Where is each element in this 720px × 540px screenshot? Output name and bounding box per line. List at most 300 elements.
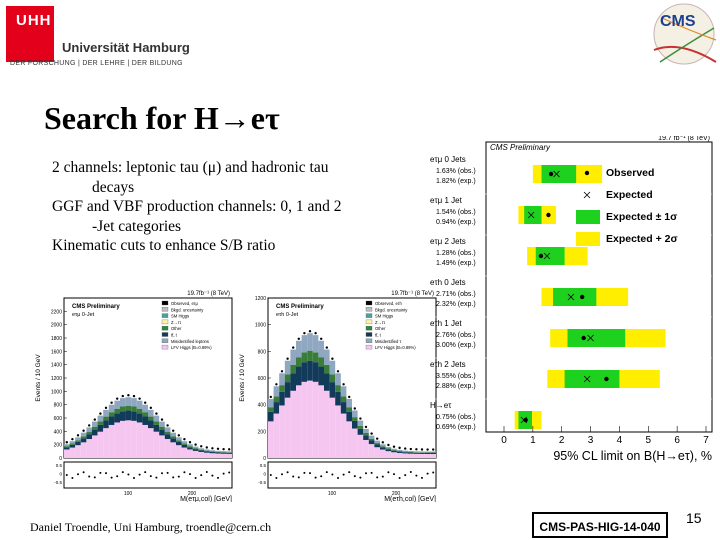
- histogram-bin: [307, 351, 313, 361]
- histogram-bin: [176, 440, 182, 442]
- ratio-tick-label: 0.5: [259, 463, 266, 468]
- ratio-tick-label: -0.5: [54, 480, 62, 485]
- ratio-point: [275, 477, 277, 479]
- legend-swatch: [366, 307, 372, 311]
- histogram-bin: [419, 452, 425, 453]
- histogram-bin: [279, 373, 285, 385]
- histogram-bin: [341, 402, 347, 413]
- histogram-bin: [352, 417, 358, 421]
- cms-logo-text: CMS: [660, 13, 696, 30]
- ratio-point: [298, 476, 300, 478]
- legend-entry: Other: [375, 326, 386, 332]
- histogram-bin: [318, 385, 324, 458]
- histogram-bin: [324, 350, 330, 365]
- x-tick-label: 2: [558, 435, 565, 446]
- x-axis-label: M(eτh,col) [GeV]: [384, 496, 436, 502]
- histogram-bin: [380, 447, 386, 449]
- histogram-bin: [402, 452, 408, 453]
- histogram-bin: [215, 454, 221, 458]
- observed-point: [393, 446, 395, 448]
- histogram-bin: [341, 414, 347, 458]
- legend-observed-marker: [585, 171, 589, 175]
- histogram-bin: [318, 367, 324, 386]
- ratio-tick-label: 0: [263, 471, 266, 477]
- x-tick-label: 0: [501, 435, 507, 446]
- histogram-bin: [346, 399, 352, 407]
- histogram-bin: [391, 449, 397, 450]
- histogram-bin: [92, 435, 98, 458]
- histogram-bin: [363, 433, 369, 435]
- category-label: eτμ 0 Jets: [430, 155, 466, 164]
- histogram-bin: [148, 410, 154, 417]
- histogram-bin: [414, 451, 420, 452]
- histogram-bin: [182, 441, 188, 443]
- ratio-point: [206, 471, 208, 473]
- histogram-bin: [369, 436, 375, 439]
- histogram-bin: [369, 444, 375, 458]
- category-label: eτμ 0-Jet: [72, 312, 95, 318]
- ratio-point: [77, 473, 79, 475]
- ratio-point: [183, 471, 185, 473]
- legend-entry: Misidentified leptons: [171, 338, 209, 344]
- histogram-bin: [302, 335, 308, 352]
- bullet-2-line1: GGF and VBF production channels: 0, 1 and 2: [52, 198, 342, 215]
- x-tick-label: 4: [616, 435, 623, 446]
- reference-box: CMS-PAS-HIG-14-040: [532, 512, 668, 538]
- histogram-bin: [363, 429, 369, 433]
- histogram-bin: [131, 398, 137, 406]
- y-tick-label: 2000: [50, 322, 62, 329]
- x-tick-200: 200: [391, 491, 401, 497]
- observed-point: [320, 338, 322, 340]
- legend-swatch: [366, 301, 372, 305]
- histogram-bin: [397, 451, 403, 452]
- histogram-bin: [397, 452, 403, 453]
- histogram-bin: [402, 452, 408, 453]
- histogram-bin: [374, 447, 380, 458]
- observed-point: [144, 402, 146, 404]
- observed-point: [183, 438, 185, 440]
- slide-title: Search for H→eτ: [44, 100, 280, 136]
- observed-point: [303, 332, 305, 334]
- bullet-2: [52, 197, 397, 217]
- histogram-bin: [363, 435, 369, 440]
- category-label: eτμ 1 Jet: [430, 196, 462, 205]
- y-tick-label: 1600: [50, 349, 62, 356]
- histogram-bin: [64, 444, 70, 446]
- histogram-bin: [391, 450, 397, 451]
- histogram-bin: [302, 352, 308, 362]
- histogram-bin: [137, 413, 143, 422]
- observed-point: [161, 418, 163, 420]
- histogram-bin: [352, 429, 358, 458]
- university-logo: [6, 6, 190, 66]
- x-tick-200: 200: [187, 491, 197, 497]
- legend-entry: Expected + 2σ: [606, 233, 678, 245]
- legend-entry: SM Higgs: [171, 313, 190, 319]
- histogram-bin: [114, 409, 120, 414]
- band-1sigma: [565, 370, 620, 388]
- observed-point: [116, 397, 118, 399]
- y-tick-label: 1400: [50, 362, 62, 369]
- histogram-bin: [170, 438, 176, 442]
- observed-point: [133, 395, 135, 397]
- histogram-bin: [279, 405, 285, 458]
- ratio-point: [195, 477, 197, 479]
- histogram-bin: [414, 452, 420, 453]
- histogram-bin: [374, 444, 380, 447]
- ratio-point: [287, 471, 289, 473]
- observed-point: [178, 434, 180, 436]
- ratio-point: [127, 474, 129, 476]
- histogram-bin: [386, 447, 392, 449]
- ratio-point: [337, 477, 339, 479]
- observed-point: [331, 358, 333, 360]
- legend-swatch: [366, 345, 372, 349]
- ratio-point: [111, 477, 113, 479]
- histogram-bin: [64, 449, 70, 458]
- legend-swatch: [162, 326, 168, 330]
- cms-label: CMS Preliminary: [490, 143, 551, 152]
- ratio-point: [99, 472, 101, 474]
- histogram-bin: [307, 333, 313, 350]
- observed-point: [127, 394, 129, 396]
- observed-point: [387, 444, 389, 446]
- histogram-bin: [335, 385, 341, 392]
- legend-swatch: [162, 333, 168, 337]
- histogram-bin: [352, 421, 358, 429]
- histogram-bin: [341, 396, 347, 402]
- histogram-bin: [285, 374, 291, 382]
- histogram-bin: [226, 451, 232, 452]
- histogram-bin: [296, 357, 302, 366]
- histogram-bin: [142, 405, 148, 412]
- histogram-bin: [296, 341, 302, 357]
- ratio-point: [399, 477, 401, 479]
- histogram-bin: [330, 374, 336, 382]
- histogram-bin: [120, 421, 126, 458]
- histogram-bin: [380, 450, 386, 458]
- observed-marker: [549, 172, 553, 176]
- histogram-bin: [391, 452, 397, 458]
- histogram-bin: [215, 451, 221, 452]
- observed-value: 1.63% (obs.): [436, 168, 476, 175]
- ratio-point: [315, 477, 317, 479]
- histogram-bin: [313, 382, 319, 458]
- histogram-bin: [109, 405, 115, 412]
- observed-point: [348, 396, 350, 398]
- band-1sigma: [524, 206, 541, 224]
- expected-value: 3.00% (exp.): [436, 342, 476, 349]
- histogram-bin: [70, 444, 76, 445]
- histogram-bin: [204, 451, 210, 452]
- histogram-bin: [176, 445, 182, 458]
- histogram-bin: [274, 414, 280, 458]
- category-label: eτh 1 Jet: [430, 319, 462, 328]
- ratio-point: [71, 477, 73, 479]
- expected-value: 1.82% (exp.): [436, 178, 476, 185]
- observed-point: [194, 443, 196, 445]
- histogram-bin: [81, 438, 87, 442]
- ratio-point: [83, 471, 85, 473]
- histogram-bin: [358, 429, 364, 435]
- ratio-point: [155, 477, 157, 479]
- observed-value: 0.75% (obs.): [436, 414, 476, 421]
- histogram-bin: [126, 411, 132, 421]
- histogram-bin: [103, 428, 109, 458]
- histogram-bin: [268, 412, 274, 421]
- y-tick-label: 400: [257, 402, 266, 409]
- histogram-bin: [70, 448, 76, 458]
- legend-entry: Z→ττ: [171, 319, 182, 325]
- ratio-panel: [64, 462, 232, 488]
- page-number: 15: [686, 510, 702, 526]
- observed-point: [281, 370, 283, 372]
- observed-value: 2.76% (obs.): [436, 332, 476, 339]
- observed-point: [166, 424, 168, 426]
- histogram-bin: [408, 451, 414, 452]
- bullet-1-line1: 2 channels: leptonic tau (μ) and hadronic tau: [52, 159, 329, 176]
- ratio-point: [427, 473, 429, 475]
- observed-point: [415, 448, 417, 450]
- observed-point: [122, 395, 124, 397]
- x-axis-label: 95% CL limit on B(H→eτ), %: [553, 449, 712, 463]
- observed-marker: [580, 295, 584, 299]
- y-axis-label: Events / 10 GeV: [239, 354, 246, 402]
- legend-swatch: [366, 326, 372, 330]
- legend-entry: Observed, eτh: [375, 301, 402, 306]
- histogram-bin: [268, 407, 274, 412]
- histogram-bin: [313, 352, 319, 362]
- limit-plot: [426, 136, 716, 466]
- y-tick-label: 200: [53, 442, 62, 449]
- observed-point: [66, 441, 68, 443]
- histogram-bin: [268, 399, 274, 407]
- ratio-point: [376, 476, 378, 478]
- y-tick-label: 1200: [254, 296, 266, 302]
- histogram-bin: [193, 448, 199, 449]
- histogram-bin: [193, 451, 199, 458]
- histogram-bin: [165, 434, 171, 439]
- histogram-bin: [268, 421, 274, 458]
- histogram-bin: [226, 453, 232, 454]
- observed-point: [138, 397, 140, 399]
- legend-swatch: [366, 314, 372, 318]
- legend-swatch: [366, 333, 372, 337]
- observed-marker: [539, 254, 543, 258]
- histogram-bin: [335, 405, 341, 458]
- histogram-bin: [98, 416, 104, 422]
- histogram-bin: [302, 362, 308, 382]
- histogram-bin: [170, 436, 176, 438]
- y-tick-label: 800: [257, 349, 266, 356]
- observed-point: [77, 434, 79, 436]
- histogram-bin: [302, 382, 308, 458]
- histogram-bin: [165, 439, 171, 458]
- observed-marker: [604, 377, 608, 381]
- histogram-bin: [414, 454, 420, 458]
- histogram-bin: [204, 449, 210, 450]
- histogram-bin: [198, 452, 204, 458]
- observed-marker: [581, 336, 585, 340]
- histogram-bin: [285, 361, 291, 375]
- cms-label: CMS Preliminary: [276, 304, 324, 310]
- expected-value: 1.49% (exp.): [436, 260, 476, 267]
- histogram-bin: [142, 416, 148, 425]
- ratio-tick-labels: [258, 463, 266, 485]
- histogram-bin: [64, 447, 70, 449]
- histogram-bin: [120, 398, 126, 406]
- histogram-bin: [279, 385, 285, 392]
- ratio-point: [139, 474, 141, 476]
- histogram-bin: [204, 453, 210, 458]
- histogram-bin: [221, 453, 227, 454]
- ratio-point: [365, 472, 367, 474]
- histogram-bin: [307, 361, 313, 381]
- university-name: Universität Hamburg: [62, 40, 190, 55]
- band-1sigma: [553, 288, 596, 306]
- histogram-bin: [318, 357, 324, 366]
- histogram-bin: [221, 452, 227, 453]
- ratio-point: [309, 472, 311, 474]
- histogram-bin: [358, 426, 364, 429]
- histogram-bin: [324, 365, 330, 374]
- observed-point: [292, 346, 294, 348]
- histogram-bin: [126, 420, 132, 458]
- histogram-bin: [170, 442, 176, 458]
- ratio-point: [432, 472, 434, 474]
- observed-point: [421, 448, 423, 450]
- histogram-bin: [176, 442, 182, 445]
- ratio-panel: [268, 462, 436, 488]
- ratio-point: [211, 475, 213, 477]
- histogram-bin: [131, 411, 137, 421]
- histogram-bin: [358, 421, 364, 426]
- university-motto: DER FORSCHUNG | DER LEHRE | DER BILDUNG: [10, 60, 183, 67]
- legend-entry: Expected: [606, 189, 653, 201]
- histogram-bin: [358, 435, 364, 458]
- histogram-bin: [86, 427, 92, 431]
- ratio-tick-label: 0: [59, 471, 62, 477]
- histogram-bin: [324, 373, 330, 390]
- histogram-bin: [274, 396, 280, 402]
- ratio-point: [404, 474, 406, 476]
- histogram-bin: [198, 450, 204, 452]
- histogram-bin: [346, 412, 352, 421]
- histogram-bin: [64, 446, 70, 447]
- band-1sigma: [567, 329, 625, 347]
- ratio-point: [359, 477, 361, 479]
- observed-point: [172, 430, 174, 432]
- histogram-bin: [335, 373, 341, 385]
- ratio-point: [303, 472, 305, 474]
- histogram-bin: [75, 445, 81, 458]
- legend-swatch: [162, 345, 168, 349]
- histogram-bin: [148, 420, 154, 428]
- y-tick-label: 1200: [50, 376, 62, 382]
- histogram-bin: [109, 425, 115, 458]
- histogram-bin: [182, 444, 188, 445]
- observed-point: [99, 412, 101, 414]
- bullet-1-cont: decays: [92, 178, 135, 196]
- y-tick-label: 1000: [50, 389, 62, 396]
- y-tick-label: 200: [257, 429, 266, 436]
- ratio-point: [292, 475, 294, 477]
- observed-point: [398, 447, 400, 449]
- y-axis-label: Events / 10 GeV: [35, 354, 42, 402]
- histogram-bin: [86, 434, 92, 439]
- bullet-list: [52, 158, 397, 256]
- histogram-bin: [374, 441, 380, 443]
- x-tick-label: 3: [587, 435, 594, 446]
- bullet-1: [52, 158, 397, 178]
- histogram-bin: [274, 386, 280, 396]
- histogram-bin: [154, 425, 160, 432]
- histogram-bin: [75, 440, 81, 442]
- legend-swatch: [162, 301, 168, 305]
- legend-entry: Other: [171, 326, 182, 332]
- histogram-bin: [341, 386, 347, 396]
- x-tick-label: 1: [530, 435, 536, 446]
- histogram-bin: [92, 422, 98, 427]
- histogram-bin: [92, 430, 98, 436]
- observed-point: [228, 448, 230, 450]
- histogram-bin: [402, 453, 408, 458]
- ratio-tick-label: -0.5: [258, 480, 266, 485]
- observed-point: [222, 448, 224, 450]
- histogram-bin: [335, 392, 341, 406]
- histogram-bin: [103, 410, 109, 417]
- legend-swatch: [162, 314, 168, 318]
- histogram-etau-h: [236, 288, 442, 502]
- histogram-bin: [81, 433, 87, 437]
- histogram-bin: [380, 446, 386, 447]
- legend-entry: Z→ττ: [375, 319, 386, 325]
- ratio-point: [415, 475, 417, 477]
- bullet-2-cont: -Jet categories: [92, 217, 182, 235]
- observed-point: [206, 446, 208, 448]
- ratio-point: [178, 476, 180, 478]
- cms-logo: [640, 0, 720, 70]
- legend-entry: tt̄, t: [375, 332, 381, 338]
- observed-value: 1.54% (obs.): [436, 209, 476, 216]
- expected-value: 2.32% (exp.): [436, 301, 476, 308]
- x-tick-100: 100: [327, 491, 337, 497]
- histogram-bin: [307, 381, 313, 458]
- x-tick-label: 7: [703, 435, 709, 446]
- histogram-bin: [114, 401, 120, 409]
- y-tick-label: 0: [59, 456, 62, 462]
- ratio-point: [371, 472, 373, 474]
- histogram-bin: [318, 341, 324, 357]
- legend-entry: LFV Higgs (B=0.89%): [171, 345, 212, 351]
- observed-point: [404, 447, 406, 449]
- histogram-bin: [419, 454, 425, 458]
- ratio-tick-labels: [54, 463, 62, 485]
- histogram-bin: [408, 454, 414, 458]
- histogram-bin: [215, 452, 221, 453]
- uhh-logo-mark: [6, 6, 54, 62]
- histogram-bin: [148, 428, 154, 458]
- histogram-bin: [215, 452, 221, 453]
- x-tick-label: 6: [674, 435, 680, 446]
- ratio-tick-label: 0.5: [55, 463, 62, 468]
- uhh-logo-text: UHH: [16, 12, 52, 29]
- lumi-label: 19.7fb⁻¹ (8 TeV): [187, 291, 230, 297]
- observed-point: [105, 407, 107, 409]
- bullet-3: Kinematic cuts to enhance S/B ratio: [52, 237, 276, 254]
- histogram-bin: [170, 433, 176, 437]
